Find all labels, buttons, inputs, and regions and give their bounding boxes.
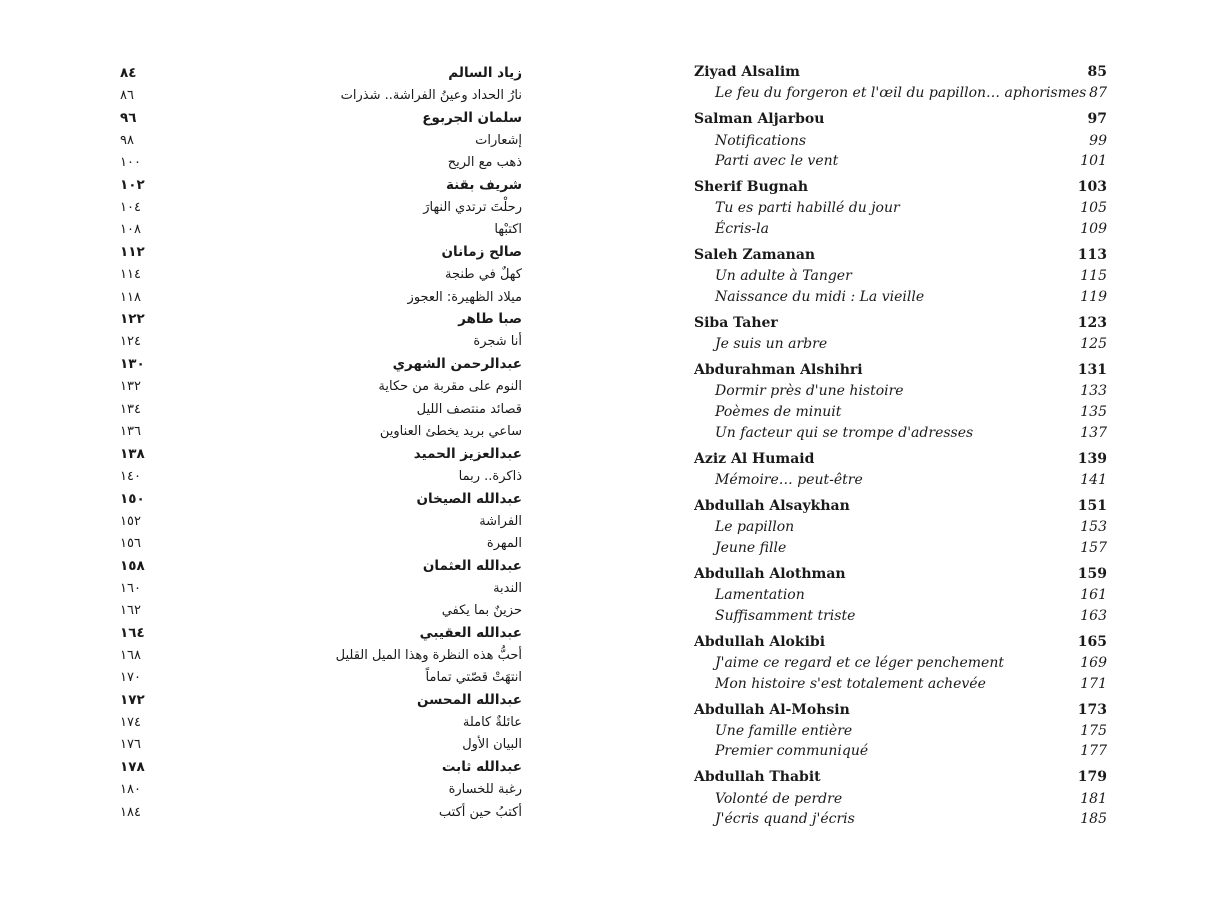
poem-title: ذاكرة.. ربما — [458, 468, 522, 484]
poem-title: ذهب مع الريح — [447, 155, 522, 171]
author-name: Ziyad Alsalim — [694, 64, 800, 80]
page-number: ١٧٤ — [120, 715, 141, 731]
french-author-entry — [694, 359, 1107, 381]
french-author-block — [694, 495, 1107, 558]
arabic-poem-entry — [120, 286, 522, 308]
page-number: ٩٦ — [120, 109, 137, 126]
arabic-poem-entry — [120, 577, 522, 599]
french-author-block — [694, 244, 1107, 307]
page-number: 151 — [1077, 497, 1107, 514]
page-number: 103 — [1077, 179, 1107, 196]
author-name: Abdullah Thabit — [694, 769, 821, 786]
french-poem-entry — [694, 381, 1107, 402]
page-number: 109 — [1080, 221, 1107, 238]
french-poem-entry — [694, 219, 1107, 240]
page-number: ١١٨ — [120, 289, 141, 305]
arabic-poem-entry — [120, 779, 522, 801]
author-name: Aziz Al Humaid — [694, 450, 815, 467]
page-number: 171 — [1080, 675, 1107, 692]
page-number: 101 — [1080, 153, 1107, 170]
poem-title: Lamentation — [715, 587, 805, 604]
page-number: 139 — [1077, 450, 1107, 467]
poem-title: J'aime ce regard et ce léger penchement — [715, 654, 1004, 671]
french-poem-entry — [694, 788, 1107, 809]
poem-title: Parti avec le vent — [715, 153, 839, 170]
french-author-entry — [694, 176, 1107, 198]
page-number: ١٧٠ — [120, 670, 141, 686]
page-number: 161 — [1080, 587, 1107, 604]
french-author-entry — [694, 495, 1107, 517]
page-number: 153 — [1080, 519, 1107, 536]
page-number: ١٦٨ — [120, 647, 141, 663]
french-poem-entry — [694, 402, 1107, 423]
arabic-author-entry — [120, 353, 522, 375]
poem-title: أنا شجرة — [473, 334, 522, 350]
poem-title: Mon histoire s'est totalement achevée — [715, 675, 986, 692]
page-number: ٩٨ — [120, 132, 134, 148]
poem-title: كهلٌ في طنجة — [445, 267, 522, 283]
poem-title: المهرة — [486, 535, 522, 551]
arabic-author-entry — [120, 756, 522, 778]
poem-title: ساعي بريد يخطئ العناوين — [379, 423, 522, 439]
arabic-poem-entry — [120, 667, 522, 689]
author-name: Saleh Zamanan — [694, 247, 816, 264]
arabic-poem-entry — [120, 264, 522, 286]
french-author-entry — [694, 448, 1107, 470]
french-author-entry — [694, 563, 1107, 585]
arabic-poem-entry — [120, 420, 522, 442]
page-number: ١٦٢ — [120, 603, 141, 619]
poem-title: Dormir près d'une histoire — [715, 383, 904, 400]
arabic-poem-entry — [120, 331, 522, 353]
poem-title: أكتبُ حين أكتب — [438, 804, 522, 820]
poem-title: J'écris quand j'écris — [715, 811, 855, 828]
french-poem-entry — [694, 198, 1107, 219]
page-number: 105 — [1080, 200, 1107, 217]
page-number: ١٧٢ — [120, 692, 145, 709]
french-author-block — [694, 359, 1107, 443]
page-number: ١٣٦ — [120, 423, 141, 439]
poem-title: قصائد منتصف الليل — [416, 401, 522, 417]
arabic-poem-entry — [120, 398, 522, 420]
arabic-poem-entry — [120, 196, 522, 218]
page-number: 177 — [1080, 743, 1107, 760]
page-number: ١٥٦ — [120, 535, 141, 551]
page-number: 99 — [1089, 132, 1107, 149]
page-number: 125 — [1080, 336, 1107, 353]
french-poem-entry — [694, 673, 1107, 694]
french-author-entry — [694, 108, 1107, 130]
arabic-poem-entry — [120, 801, 522, 823]
arabic-author-entry — [120, 174, 522, 196]
poem-title: Un adulte à Tanger — [715, 268, 852, 285]
french-author-entry — [694, 244, 1107, 266]
page-number: ١٣٨ — [120, 445, 145, 462]
french-author-block — [694, 631, 1107, 694]
french-author-block — [694, 766, 1107, 829]
poem-title: رحلْتَ ترتدي النهارَ — [423, 200, 522, 216]
french-poem-entry — [694, 266, 1107, 287]
author-name: Sherif Bugnah — [694, 179, 809, 196]
page-number: 163 — [1080, 607, 1107, 624]
page-number: 141 — [1080, 471, 1107, 488]
poem-title: Naissance du midi : La vieille — [715, 288, 925, 305]
author-name: سلمان الجربوع — [422, 109, 522, 126]
page-number: 181 — [1080, 790, 1107, 807]
poem-title: Poèmes de minuit — [715, 404, 842, 421]
poem-title: Le feu du forgeron et l'œil du papillon… aphorismes — [715, 85, 1087, 102]
arabic-author-entry — [120, 487, 522, 509]
page-number: ١٦٤ — [120, 624, 145, 641]
page-number: ١٣٤ — [120, 401, 141, 417]
page-number: 173 — [1077, 701, 1107, 718]
author-name: Abdurahman Alshihri — [694, 362, 863, 379]
page-number: ٨٤ — [120, 65, 137, 82]
page-number: ١٨٤ — [120, 804, 141, 820]
author-name: Abdullah Al-Mohsin — [694, 701, 850, 718]
page-number: ١٨٠ — [120, 782, 141, 798]
french-author-entry — [694, 312, 1107, 334]
author-name: عبدالله ثابت — [441, 759, 522, 776]
french-poem-entry — [694, 741, 1107, 762]
arabic-poem-entry — [120, 219, 522, 241]
page-number: 135 — [1080, 404, 1107, 421]
french-poem-entry — [694, 721, 1107, 742]
arabic-poem-entry — [120, 734, 522, 756]
french-poem-entry — [694, 653, 1107, 674]
arabic-author-entry — [120, 443, 522, 465]
french-poem-entry — [694, 151, 1107, 172]
french-author-block — [694, 563, 1107, 626]
poem-title: Tu es parti habillé du jour — [715, 200, 900, 217]
arabic-poem-entry — [120, 375, 522, 397]
french-toc-page — [607, 0, 1214, 912]
poem-title: Écris-la — [715, 221, 769, 238]
french-author-block — [694, 448, 1107, 491]
author-name: زياد السالم — [448, 65, 522, 82]
arabic-author-entry — [120, 555, 522, 577]
arabic-poem-entry — [120, 465, 522, 487]
arabic-toc-list — [120, 62, 522, 823]
poem-title: Un facteur qui se trompe d'adresses — [715, 424, 974, 441]
arabic-poem-entry — [120, 644, 522, 666]
page-number: ١٤٠ — [120, 468, 141, 484]
page-number: ١٥٢ — [120, 513, 141, 529]
author-name: عبدالرحمن الشهري — [392, 356, 522, 373]
arabic-author-entry — [120, 107, 522, 129]
french-poem-entry — [694, 605, 1107, 626]
page-number: ١٠٨ — [120, 222, 141, 238]
french-poem-entry — [694, 470, 1107, 491]
poem-title: Je suis un arbre — [715, 336, 828, 353]
arabic-poem-entry — [120, 129, 522, 151]
page-number: ١٧٨ — [120, 759, 145, 776]
page-number: ١٣٠ — [120, 356, 145, 373]
author-name: عبدالله العثمان — [422, 557, 522, 574]
poem-title: Notifications — [715, 132, 807, 149]
page-number: 133 — [1080, 383, 1107, 400]
french-author-entry — [694, 699, 1107, 721]
poem-title: عائلةٌ كاملة — [462, 715, 522, 731]
poem-title: Jeune fille — [715, 539, 787, 556]
arabic-poem-entry — [120, 599, 522, 621]
poem-title: أحبُّ هذه النظرة وهذا الميل القليل — [335, 647, 522, 663]
french-author-block — [694, 108, 1107, 171]
page-number: 87 — [1089, 85, 1107, 102]
poem-title: انتهَتْ قصّتي تماماً — [425, 670, 522, 686]
page-number: 131 — [1077, 362, 1107, 379]
author-name: عبدالعزيز الحميد — [413, 445, 522, 462]
page-number: 185 — [1080, 811, 1107, 828]
arabic-poem-entry — [120, 84, 522, 106]
french-poem-entry — [694, 517, 1107, 538]
poem-title: إشعارات — [475, 132, 522, 148]
french-poem-entry — [694, 538, 1107, 559]
author-name: شريف بقنة — [445, 177, 522, 194]
poem-title: النوم على مقربة من حكاية — [378, 379, 522, 395]
author-name: صالح زمانان — [441, 244, 522, 261]
page-number: ١٢٤ — [120, 334, 141, 350]
arabic-poem-entry — [120, 152, 522, 174]
page-number: ١٠٠ — [120, 155, 141, 171]
page-number: 165 — [1077, 633, 1107, 650]
author-name: عبدالله المحسن — [417, 692, 522, 709]
french-poem-entry — [694, 809, 1107, 830]
arabic-poem-entry — [120, 510, 522, 532]
page-number: 123 — [1077, 314, 1107, 331]
page-number: 169 — [1080, 654, 1107, 671]
french-poem-entry — [694, 130, 1107, 151]
page-number: ١٠٢ — [120, 177, 145, 194]
poem-title: حزينٌ بما يكفي — [441, 603, 522, 619]
poem-title: الفراشة — [479, 513, 522, 529]
poem-title: رغبة للخسارة — [448, 782, 522, 798]
arabic-author-entry — [120, 241, 522, 263]
french-author-block — [694, 312, 1107, 355]
french-toc-list — [694, 61, 1107, 834]
page-number: 157 — [1080, 539, 1107, 556]
arabic-poem-entry — [120, 532, 522, 554]
author-name: عبدالله الصيخان — [416, 490, 522, 507]
poem-title: اكتبْها — [494, 222, 522, 238]
author-name: Abdullah Alothman — [694, 565, 846, 582]
french-author-entry — [694, 631, 1107, 653]
arabic-poem-entry — [120, 711, 522, 733]
poem-title: نارُ الحداد وعينُ الفراشة.. شذرات — [340, 88, 522, 104]
poem-title: الندبة — [493, 580, 522, 596]
french-poem-entry — [694, 585, 1107, 606]
page-number: 175 — [1080, 722, 1107, 739]
page-number: 115 — [1080, 268, 1107, 285]
page-number: ١٧٦ — [120, 737, 141, 753]
author-name: صبا طاهر — [458, 311, 522, 328]
poem-title: Volonté de perdre — [715, 790, 843, 807]
page-number: ١٢٢ — [120, 311, 145, 328]
page-number: 113 — [1077, 247, 1107, 264]
french-author-entry — [694, 766, 1107, 788]
poem-title: Premier communiqué — [715, 743, 869, 760]
french-poem-entry — [694, 83, 1107, 104]
page-number: 137 — [1080, 424, 1107, 441]
poem-title: البيان الأول — [462, 737, 522, 753]
author-name: Abdullah Alsaykhan — [694, 497, 850, 514]
page-number: ١١٢ — [120, 244, 145, 261]
page-number: 119 — [1080, 288, 1107, 305]
french-author-block — [694, 176, 1107, 239]
poem-title: Suffisamment triste — [715, 607, 856, 624]
author-name: Salman Aljarbou — [694, 111, 825, 128]
poem-title: Mémoire… peut-être — [715, 471, 863, 488]
arabic-author-entry — [120, 689, 522, 711]
author-name: عبدالله العقيبي — [419, 624, 522, 641]
page-number: ١٥٠ — [120, 490, 145, 507]
page-number: 85 — [1087, 64, 1107, 80]
french-poem-entry — [694, 334, 1107, 355]
poem-title: Le papillon — [715, 519, 795, 536]
french-poem-entry — [694, 287, 1107, 308]
french-author-entry — [694, 61, 1107, 83]
page-number: ١٠٤ — [120, 200, 141, 216]
page-number: 179 — [1077, 769, 1107, 786]
french-author-block — [694, 61, 1107, 104]
page-number: 97 — [1087, 111, 1107, 128]
page-number: ٨٦ — [120, 88, 134, 104]
page-number: ١١٤ — [120, 267, 141, 283]
author-name: Abdullah Alokibi — [694, 633, 826, 650]
page-number: ١٦٠ — [120, 580, 141, 596]
page-number: ١٣٢ — [120, 379, 141, 395]
author-name: Siba Taher — [694, 314, 778, 331]
arabic-author-entry — [120, 308, 522, 330]
french-poem-entry — [694, 422, 1107, 443]
arabic-author-entry — [120, 622, 522, 644]
page-number: 159 — [1077, 565, 1107, 582]
arabic-author-entry — [120, 62, 522, 84]
poem-title: ميلاد الظهيرة: العجوز — [407, 289, 522, 305]
french-author-block — [694, 699, 1107, 762]
page-number: ١٥٨ — [120, 557, 145, 574]
poem-title: Une famille entière — [715, 722, 853, 739]
